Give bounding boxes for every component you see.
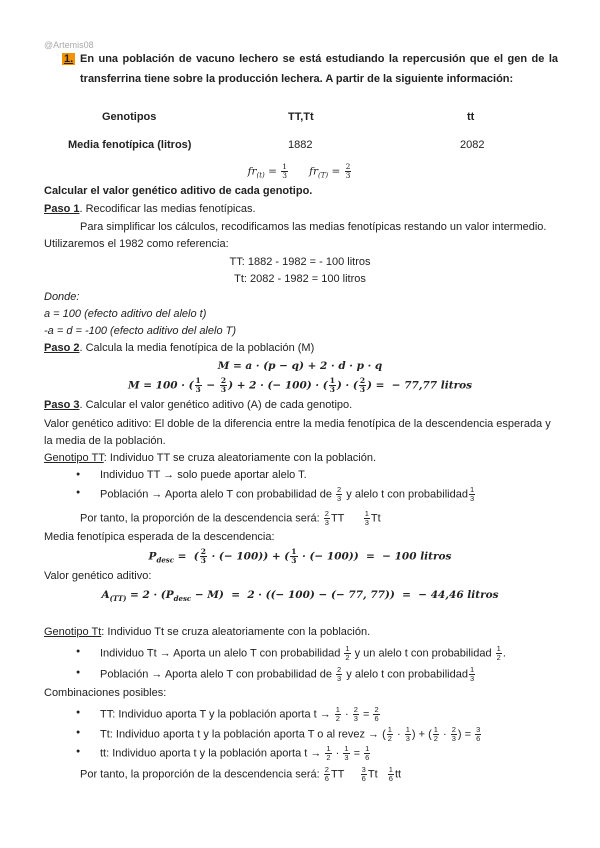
paso2-label: Paso 2 bbox=[44, 342, 80, 354]
paso3-def2: la media de la población. bbox=[44, 435, 166, 447]
paso3-def1: Valor genético aditivo: El doble de la diferencia entre la media fenotípica de la descendencia esperada y bbox=[44, 418, 551, 430]
fraction: $\frac{2}{6}$ bbox=[324, 765, 329, 783]
fraction: $\frac{2}{3}$ bbox=[345, 162, 351, 180]
list-item: ● Individuo TT → solo puede aportar alelo T. bbox=[100, 468, 307, 482]
fraction: $\frac{1}{2}$ bbox=[387, 725, 392, 743]
fraction: $\frac{1}{6}$ bbox=[388, 765, 393, 783]
genotipo-tt2-proportion: Por tanto, la proporción de la descendencia será: $\frac{2}{6}$ TT $\frac{3}{6}$ Tt $\frac{1}{6}$ tt bbox=[80, 765, 402, 783]
fraction: $\frac{2}{3}$ bbox=[337, 485, 342, 503]
fraction: $\frac{1}{3}$ bbox=[329, 376, 335, 394]
paso1-title: . Recodificar las medias fenotípicas. bbox=[79, 203, 256, 215]
fraction: $\frac{2}{3}$ bbox=[200, 547, 206, 565]
fraction: $\frac{1}{2}$ bbox=[433, 725, 438, 743]
genotipo-tt-intro: : Individuo TT se cruza aleatoriamente con la población. bbox=[103, 452, 377, 464]
genotipo-tt2-intro: : Individuo Tt se cruza aleatoriamente con la población. bbox=[101, 626, 371, 638]
fraction: $\frac{1}{3}$ bbox=[282, 162, 288, 180]
a-tt-equation: $A_{(TT)} = 2 \cdot (P_{desc} - M) = 2$ · ((− 100) − (− 77, 77)) = − 44,46 litros bbox=[101, 589, 499, 604]
a-definition: a = 100 (efecto aditivo del alelo t) bbox=[44, 308, 207, 320]
paso1-para2: Utilizaremos el 1982 como referencia: bbox=[44, 238, 229, 250]
fraction: $\frac{3}{6}$ bbox=[476, 725, 481, 743]
fraction: $\frac{1}{3}$ bbox=[344, 744, 349, 762]
watermark: @Artemis08 bbox=[44, 40, 94, 50]
fraction: $\frac{1}{3}$ bbox=[469, 485, 475, 503]
task-heading: Calcular el valor genético aditivo de cada genotipo. bbox=[44, 185, 313, 197]
problem-number-label: 1. bbox=[64, 53, 74, 65]
table-row-label: Media fenotípica (litros) bbox=[68, 139, 192, 151]
list-item: ● TT: Individuo aporta T y la población aporta t → $\frac{1}{2}$ · $\frac{2}{3}$ = $\frac{2}{6}$ bbox=[100, 706, 381, 723]
fraction: $\frac{1}{2}$ bbox=[335, 705, 340, 723]
fraction: $\frac{1}{3}$ bbox=[469, 665, 475, 683]
donde-label: Donde: bbox=[44, 291, 80, 303]
fraction: $\frac{2}{3}$ bbox=[324, 509, 329, 527]
vga-label: Valor genético aditivo: bbox=[44, 570, 152, 582]
table-cell-tt: 2082 bbox=[460, 139, 485, 151]
table-header-tttt: TT,Tt bbox=[288, 111, 314, 123]
fraction: $\frac{1}{3}$ bbox=[291, 547, 297, 565]
table-cell-tttt: 1882 bbox=[288, 139, 313, 151]
fraction: $\frac{1}{3}$ bbox=[195, 376, 201, 394]
paso2-formula: M = a · (p − q) + 2 · d · p · q bbox=[217, 360, 383, 372]
list-item: ● Población → Aporta alelo T con probabilidad de $\frac{2}{3}$ y alelo t con probabilidad $\frac{1}{3}$ bbox=[100, 486, 476, 503]
paso1-eq1: TT: 1882 - 1982 = - 100 litros bbox=[229, 256, 371, 268]
fraction: $\frac{1}{3}$ bbox=[364, 509, 369, 527]
fraction: $\frac{2}{3}$ bbox=[220, 376, 227, 394]
paso1-para1: Para simplificar los cálculos, recodificamos las medias fenotípicas restando un valor intermedio. bbox=[80, 221, 547, 233]
problem-number bbox=[62, 52, 75, 66]
fraction: $\frac{1}{2}$ bbox=[326, 744, 331, 762]
paso3-heading bbox=[44, 398, 352, 412]
paso2-heading bbox=[44, 341, 314, 355]
list-item: ● Individuo Tt → Aporta un alelo T con probabilidad $\frac{1}{2}$ y un alelo t con probabilidad $\frac{1}{2}$ . bbox=[100, 645, 506, 662]
table-header-tt: tt bbox=[467, 111, 475, 123]
fraction: $\frac{2}{3}$ bbox=[337, 665, 342, 683]
paso2-calc: M = 100 · ( $\frac{1}{3}$ − $\frac{2}{3}$ ) + 2 · (− 100) · ( $\frac{1}{3}$ ) · ( $\frac{2}{3}$ ) = − 77,77 litros bbox=[127, 376, 473, 394]
genotipo-tt-label: Genotipo TT bbox=[44, 452, 104, 464]
table-header-genotipos: Genotipos bbox=[102, 111, 157, 123]
allele-frequencies: $fr_{(t)}$ = $\frac{1}{3}$ $fr_{(T)}$ = $\frac{2}{3}$ bbox=[247, 162, 351, 180]
fraction: $\frac{1}{3}$ bbox=[405, 725, 410, 743]
genotipo-tt2-heading bbox=[44, 625, 370, 639]
fraction: $\frac{2}{3}$ bbox=[359, 376, 366, 394]
genotipo-tt-heading bbox=[44, 451, 376, 465]
problem-text-line1: En una población de vacuno lechero se está estudiando la repercusión que el gen de la bbox=[80, 53, 558, 65]
fraction: $\frac{1}{2}$ bbox=[345, 644, 350, 662]
paso2-title: . Calcula la media fenotípica de la población (M) bbox=[79, 342, 315, 354]
paso3-title: . Calcular el valor genético aditivo (A) de cada genotipo. bbox=[79, 399, 353, 411]
fraction: $\frac{2}{6}$ bbox=[374, 705, 379, 723]
list-item: ● Tt: Individuo aporta t y la población aporta T o al revez → ( $\frac{1}{2}$ · $\frac{1}{3}$ ) + ( $\frac{1}{2}$ · $\frac{2}{3}$ ) = $\frac{3}{6}$ bbox=[100, 726, 482, 743]
fraction: $\frac{1}{6}$ bbox=[365, 744, 370, 762]
fraction: $\frac{2}{3}$ bbox=[451, 725, 456, 743]
media-esperada-label: Media fenotípica esperada de la descendencia: bbox=[44, 531, 275, 543]
fraction: $\frac{1}{2}$ bbox=[496, 644, 501, 662]
paso3-label: Paso 3 bbox=[44, 399, 80, 411]
fraction: $\frac{2}{3}$ bbox=[353, 705, 358, 723]
p-desc-equation: $P_{desc}$ = ( $\frac{2}{3}$ · (− 100)) + ( $\frac{1}{3}$ · (− 100)) = − 100 litros bbox=[148, 547, 452, 565]
genotipo-tt-proportion: Por tanto, la proporción de la descendencia será: $\frac{2}{3}$ TT $\frac{1}{3}$ Tt bbox=[80, 509, 381, 527]
d-definition: -a = d = -100 (efecto aditivo del alelo T) bbox=[44, 325, 236, 337]
problem-text-line2: transferrina tiene sobre la producción lechera. A partir de la siguiente información: bbox=[80, 73, 514, 85]
list-item: ● Población → Aporta alelo T con probabilidad de $\frac{2}{3}$ y alelo t con probabilidad $\frac{1}{3}$ bbox=[100, 666, 476, 683]
paso1-eq2: Tt: 2082 - 1982 = 100 litros bbox=[234, 273, 366, 285]
fraction: $\frac{3}{6}$ bbox=[361, 765, 366, 783]
genotipo-tt2-label: Genotipo Tt bbox=[44, 626, 102, 638]
combinaciones-label: Combinaciones posibles: bbox=[44, 687, 167, 699]
paso1-heading bbox=[44, 202, 256, 216]
list-item: ● tt: Individuo aporta t y la población aporta t → $\frac{1}{2}$ · $\frac{1}{3}$ = $\frac{1}{6}$ bbox=[100, 745, 371, 762]
paso1-label: Paso 1 bbox=[44, 203, 80, 215]
